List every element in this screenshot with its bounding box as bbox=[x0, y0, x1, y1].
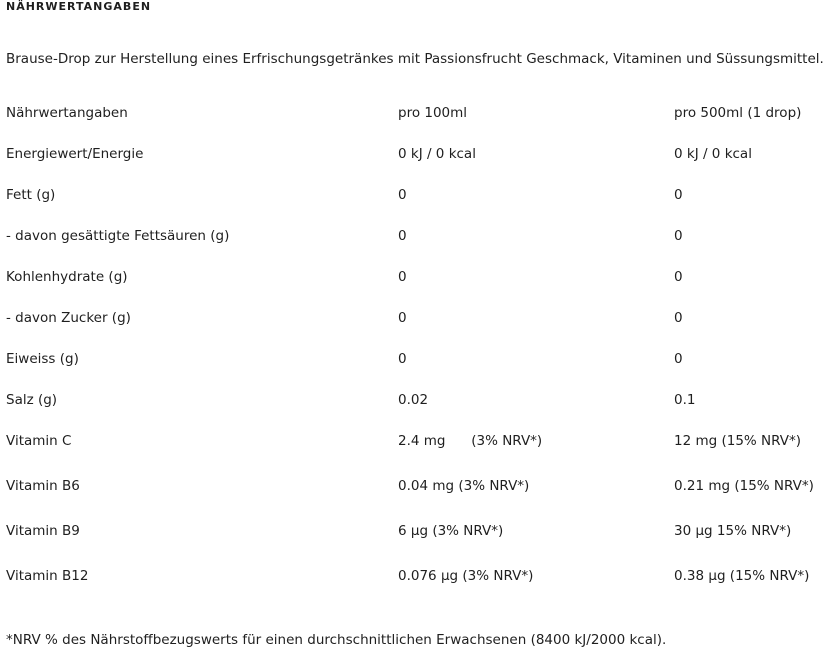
table-row bbox=[0, 392, 832, 412]
nrv-footnote: *NRV % des Nährstoffbezugswerts für einen durchschnittlichen Erwachsenen (8400 kJ/2000 kcal). bbox=[6, 632, 667, 648]
nutrient-label: - davon Zucker (g) bbox=[6, 310, 131, 326]
value-per-500ml: 0 bbox=[674, 269, 683, 285]
nutrient-label: Energiewert/Energie bbox=[6, 146, 144, 162]
nutrient-label: Vitamin C bbox=[6, 433, 72, 449]
column-header-per-100ml: pro 100ml bbox=[398, 105, 468, 121]
column-header-per-500ml: pro 500ml (1 drop) bbox=[674, 105, 802, 121]
value-per-100ml: 0 bbox=[398, 269, 407, 285]
table-row bbox=[0, 269, 832, 289]
value-per-100ml: 0.04 mg (3% NRV*) bbox=[398, 478, 530, 494]
value-per-100ml: 0 kJ / 0 kcal bbox=[398, 146, 476, 162]
value-per-500ml: 0 kJ / 0 kcal bbox=[674, 146, 752, 162]
nutrient-label: Eiweiss (g) bbox=[6, 351, 79, 367]
table-row bbox=[0, 568, 832, 588]
table-row bbox=[0, 310, 832, 330]
nutrient-label: Vitamin B9 bbox=[6, 523, 80, 539]
table-row bbox=[0, 228, 832, 248]
nutrient-label: Vitamin B6 bbox=[6, 478, 80, 494]
value-per-500ml: 0.38 µg (15% NRV*) bbox=[674, 568, 810, 584]
nutrient-label: Kohlenhydrate (g) bbox=[6, 269, 128, 285]
nutrient-label: Salz (g) bbox=[6, 392, 58, 408]
value-per-500ml: 0.21 mg (15% NRV*) bbox=[674, 478, 814, 494]
table-row bbox=[0, 523, 832, 543]
value-per-100ml: 0 bbox=[398, 310, 407, 326]
value-per-100ml: 0.02 bbox=[398, 392, 429, 408]
column-header-nutrient: Nährwertangaben bbox=[6, 105, 128, 121]
table-row bbox=[0, 146, 832, 166]
value-per-100ml: 6 µg (3% NRV*) bbox=[398, 523, 504, 539]
table-row bbox=[0, 478, 832, 498]
value-per-500ml: 12 mg (15% NRV*) bbox=[674, 433, 802, 449]
value-per-500ml: 30 µg 15% NRV*) bbox=[674, 523, 792, 539]
value-per-100ml: 0 bbox=[398, 228, 407, 244]
nutrient-label: Vitamin B12 bbox=[6, 568, 89, 584]
value-per-500ml: 0 bbox=[674, 310, 683, 326]
table-header-row bbox=[0, 105, 832, 125]
value-per-500ml: 0 bbox=[674, 351, 683, 367]
value-per-500ml: 0 bbox=[674, 228, 683, 244]
value-per-500ml: 0 bbox=[674, 187, 683, 203]
table-row bbox=[0, 351, 832, 371]
value-per-500ml: 0.1 bbox=[674, 392, 696, 408]
value-per-100ml: 0 bbox=[398, 351, 407, 367]
nutrient-label: - davon gesättigte Fettsäuren (g) bbox=[6, 228, 230, 244]
value-per-100ml: 2.4 mg (3% NRV*) bbox=[398, 433, 543, 449]
table-row bbox=[0, 433, 832, 453]
section-heading: NÄHRWERTANGABEN bbox=[6, 0, 152, 13]
product-description: Brause-Drop zur Herstellung eines Erfrischungsgetränkes mit Passionsfrucht Geschmack, Vitaminen und Süssungsmittel. bbox=[6, 51, 824, 67]
value-per-100ml: 0.076 µg (3% NRV*) bbox=[398, 568, 534, 584]
nutrient-label: Fett (g) bbox=[6, 187, 56, 203]
value-per-100ml: 0 bbox=[398, 187, 407, 203]
table-row bbox=[0, 187, 832, 207]
